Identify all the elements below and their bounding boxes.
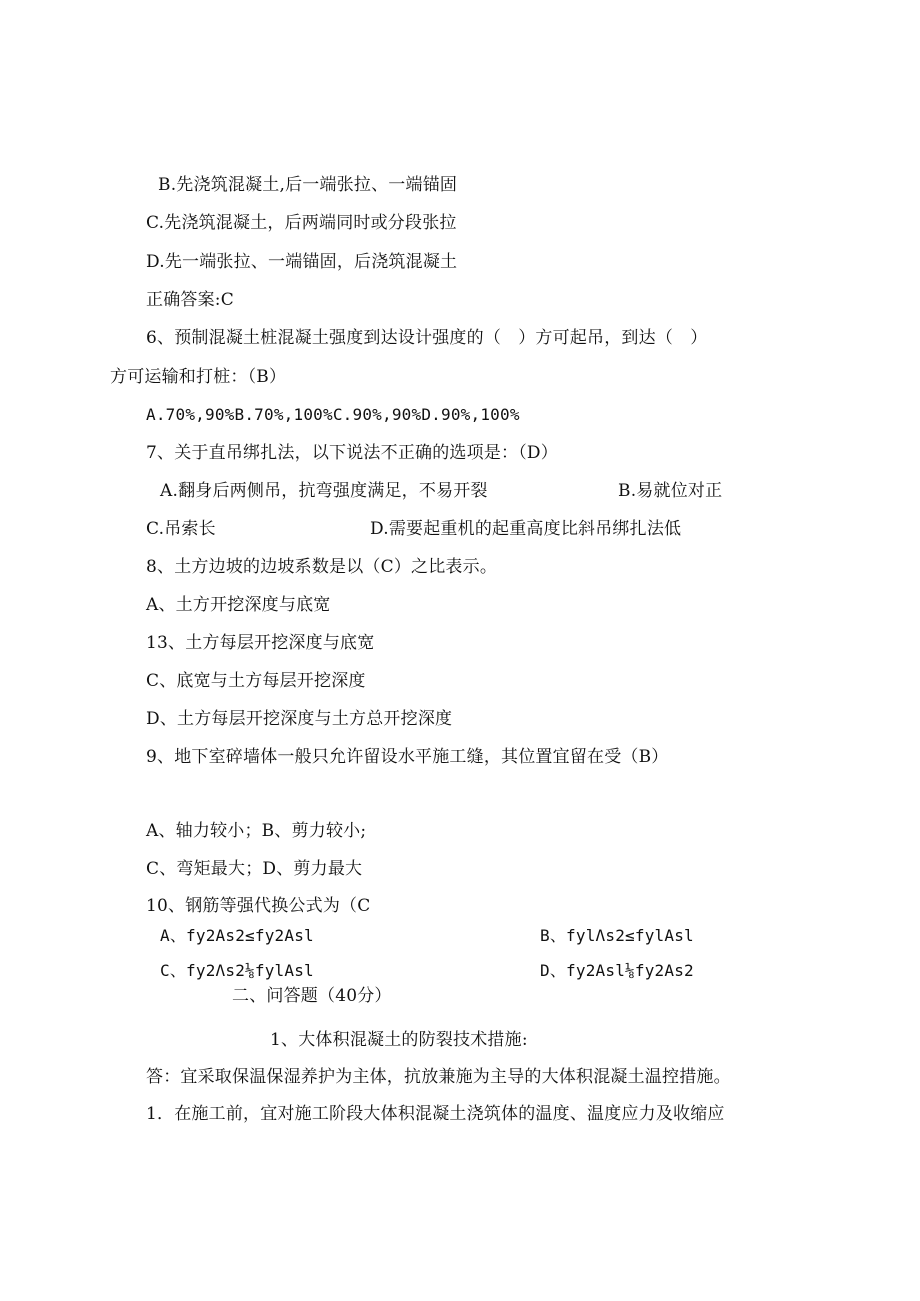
question-6: 6、预制混凝土桩混凝土强度到达设计强度的（ ）方可起吊，到达（ ）: [146, 328, 708, 348]
correct-answer-line: 正确答案:C: [146, 290, 234, 310]
question-8-option-c: C、底宽与土方每层开挖深度: [146, 671, 366, 691]
question-8: 8、土方边坡的边坡系数是以（C）之比表示。: [146, 557, 498, 577]
option-c-line: C.先浇筑混凝土，后两端同时或分段张拉: [146, 213, 457, 233]
question-10: 10、钢筋等强代换公式为（C: [146, 896, 371, 916]
question-10-option-a: A、fy2As2≤fy2Asl: [160, 926, 314, 945]
question-8-option-a: A、土方开挖深度与底宽: [146, 595, 331, 615]
question-10-option-c: C、fy2Λs2⅛fylAsl: [160, 961, 314, 980]
question-8-option-b: 13、土方每层开挖深度与底宽: [146, 633, 375, 653]
question-9: 9、地下室碎墙体一般只允许留设水平施工缝，其位置宜留在受（B）: [146, 747, 669, 767]
question-7-option-d: D.需要起重机的起重高度比斜吊绑扎法低: [370, 519, 682, 539]
question-7-option-c: C.吊索长: [146, 519, 216, 539]
question-8-option-d: D、土方每层开挖深度与土方总开挖深度: [146, 709, 453, 729]
question-9-options-ab: A、轴力较小；B、剪力较小;: [146, 821, 367, 841]
question-6-continued: 方可运输和打桩：（B）: [110, 367, 287, 387]
question-9-options-cd: C、弯矩最大；D、剪力最大: [146, 859, 363, 879]
answer-intro: 答：宜采取保温保湿养护为主体，抗放兼施为主导的大体积混凝土温控措施。: [146, 1067, 731, 1087]
option-d-line: D.先一端张拉、一端锚固，后浇筑混凝土: [146, 252, 458, 272]
option-b-line: B.先浇筑混凝土,后一端张拉、一端锚固: [158, 175, 458, 195]
question-6-options: A.70%,90%B.70%,100%C.90%,90%D.90%,100%: [146, 405, 520, 424]
question-7-option-a: A.翻身后两侧吊，抗弯强度满足，不易开裂: [160, 481, 488, 501]
question-7-option-b: B.易就位对正: [618, 481, 723, 501]
essay-question-1: 1、大体积混凝土的防裂技术措施:: [270, 1030, 528, 1050]
section-heading: 二、问答题（40分）: [232, 986, 392, 1006]
question-10-option-b: B、fylΛs2≤fylAsl: [540, 926, 694, 945]
answer-point-1: 1．在施工前，宜对施工阶段大体积混凝土浇筑体的温度、温度应力及收缩应: [146, 1104, 725, 1124]
question-7: 7、关于直吊绑扎法，以下说法不正确的选项是：（D）: [146, 443, 558, 463]
question-10-option-d: D、fy2Asl⅛fy2As2: [540, 961, 694, 980]
